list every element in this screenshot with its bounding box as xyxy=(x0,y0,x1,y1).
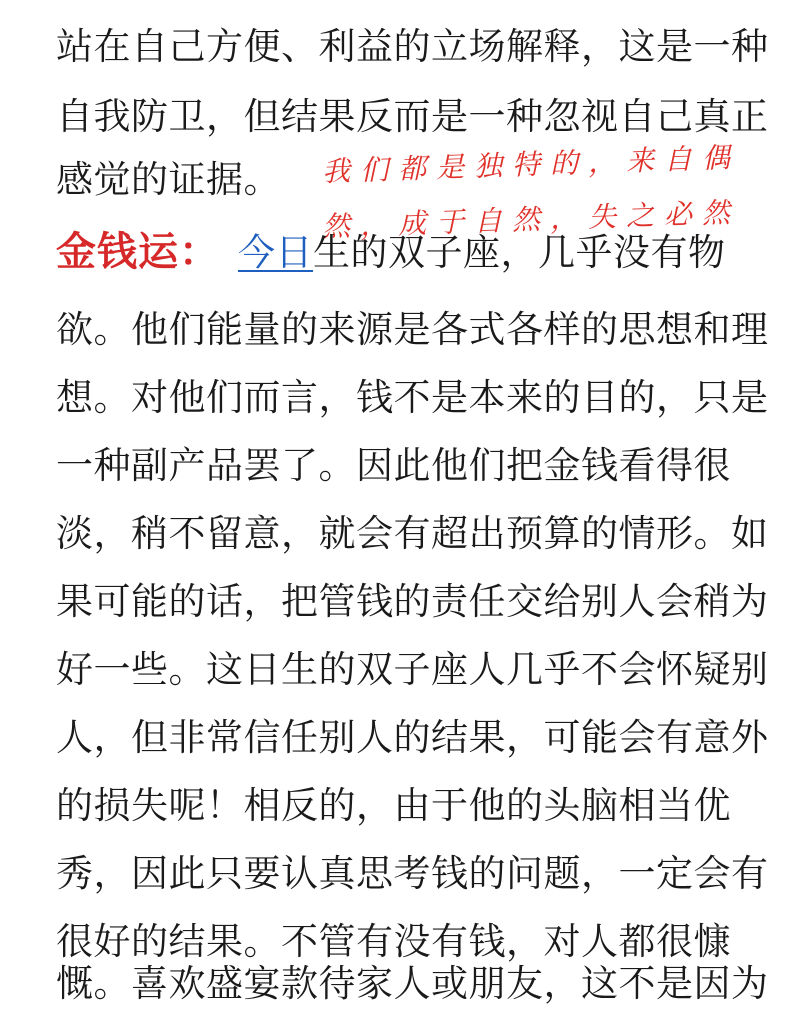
text-line: 感觉的证据。 xyxy=(56,158,281,201)
text-line: 欲。他们能量的来源是各式各样的思想和理 xyxy=(56,308,769,351)
money-section-first-line xyxy=(56,229,726,276)
text-line: 站在自己方便、利益的立场解释，这是一种 xyxy=(56,25,769,68)
handwritten-note-line-1: 我们都是独特的，来自偶 xyxy=(321,140,741,189)
money-section-text: 生的双子座，几乎没有物 xyxy=(313,231,726,274)
text-line: 人，但非常信任别人的结果，可能会有意外 xyxy=(56,716,769,759)
text-line: 果可能的话，把管钱的责任交给别人会稍为 xyxy=(56,580,769,623)
money-section-heading: 金钱运： xyxy=(56,229,220,275)
text-line: 想。对他们而言，钱不是本来的目的，只是 xyxy=(56,376,769,419)
today-link[interactable]: 今日 xyxy=(238,231,313,274)
text-line: 很好的结果。不管有没有钱，对人都很慷 xyxy=(56,920,731,963)
text-line: 秀，因此只要认真思考钱的问题，一定会有 xyxy=(56,852,769,895)
text-line: 的损失呢！相反的，由于他的头脑相当优 xyxy=(56,784,731,827)
handwritten-note-line-2: 然，成于自然，失之必然 xyxy=(321,195,741,244)
text-line: 好一些。这日生的双子座人几乎不会怀疑别 xyxy=(56,648,769,691)
text-line: 一种副产品罢了。因此他们把金钱看得很 xyxy=(56,444,731,487)
text-line: 淡，稍不留意，就会有超出预算的情形。如 xyxy=(56,512,769,555)
text-line: 慨。喜欢盛宴款待家人或朋友，这不是因为 xyxy=(56,962,769,1005)
text-line: 自我防卫，但结果反而是一种忽视自己真正 xyxy=(56,95,769,138)
